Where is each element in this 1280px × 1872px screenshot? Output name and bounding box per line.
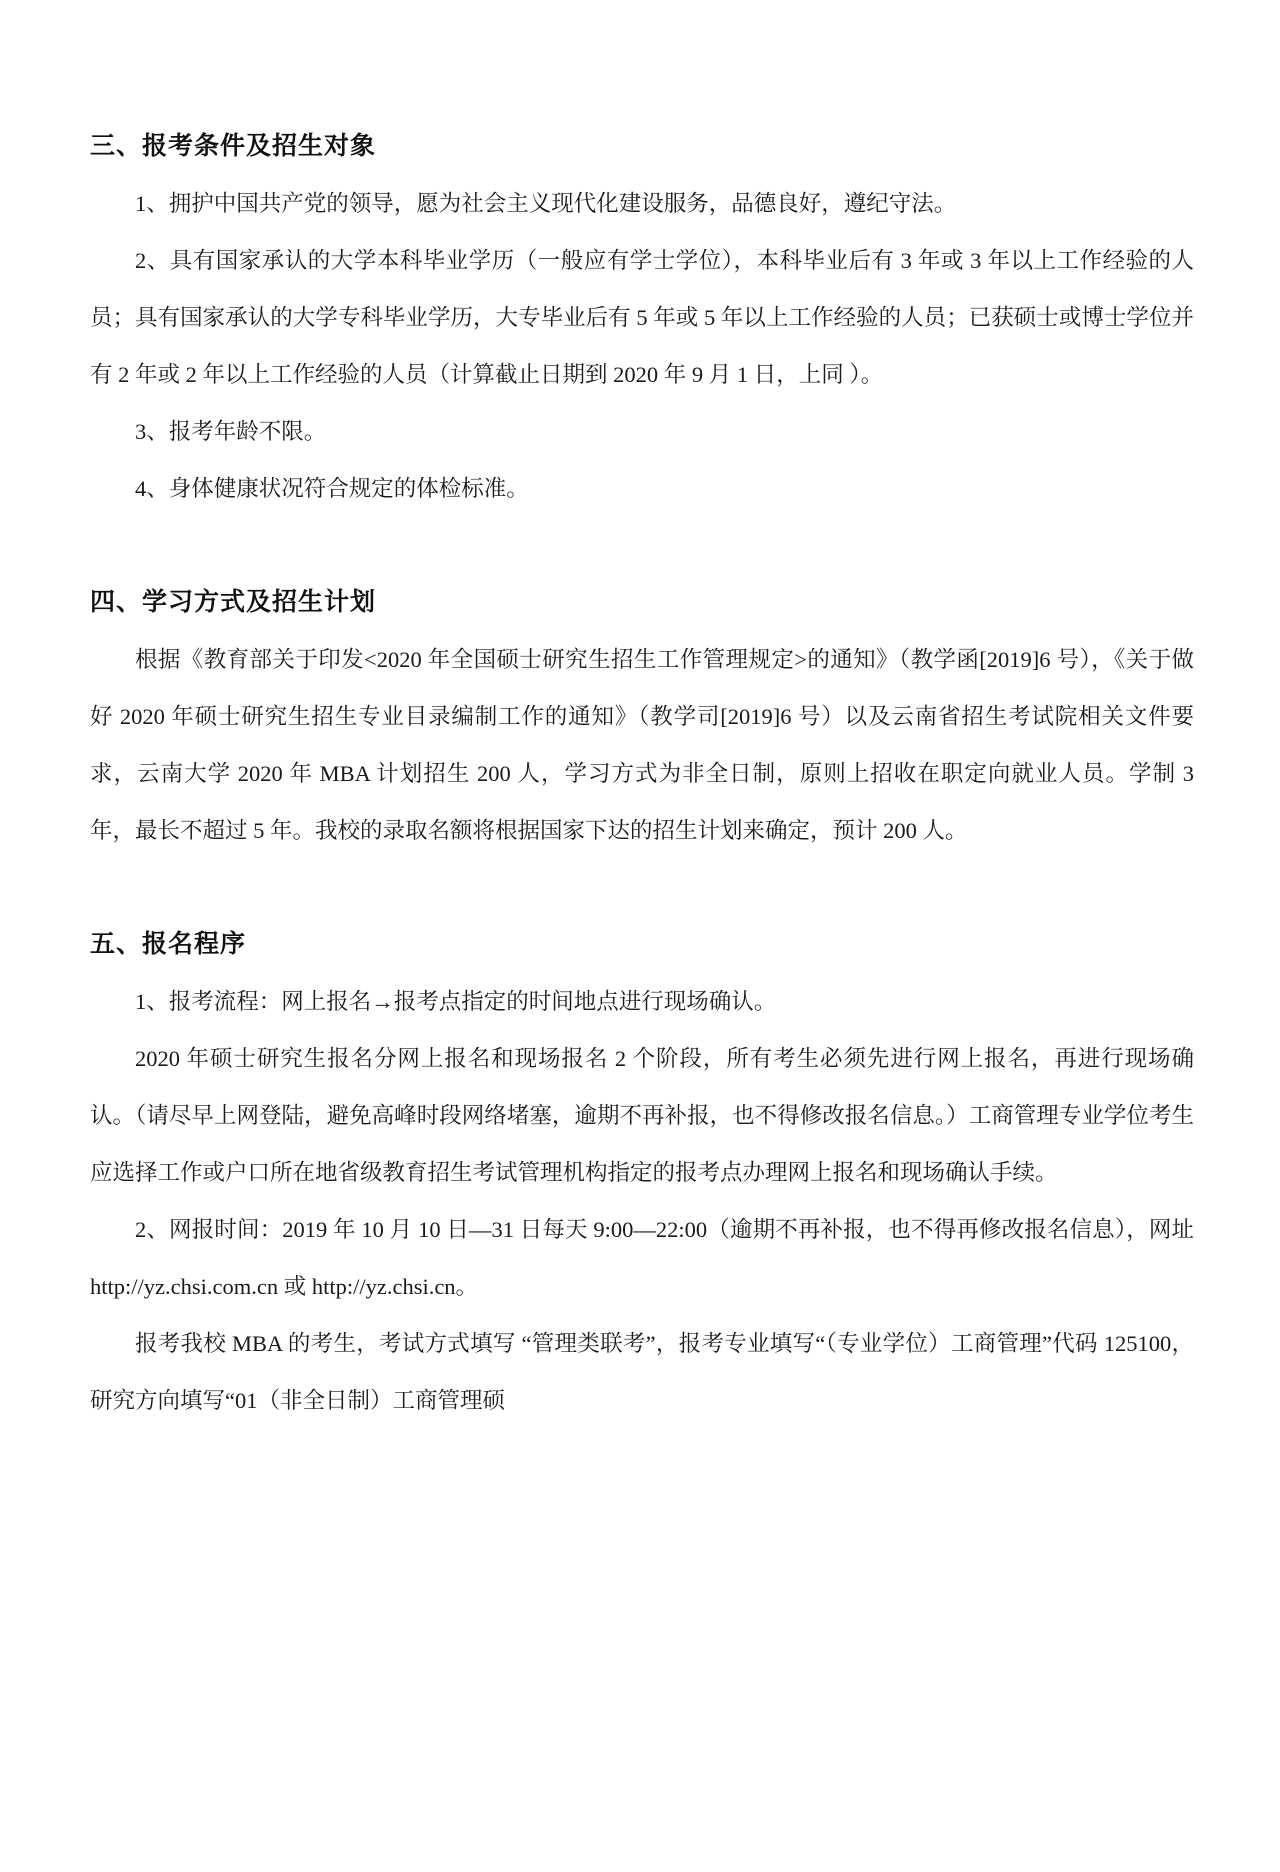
paragraph-registration-stages: 2020 年硕士研究生报名分网上报名和现场报名 2 个阶段，所有考生必须先进行网上报名，再进行现场确认。（请尽早上网登陆，避免高峰时段网络堵塞，逾期不再补报，也不得修改报名信息。）工商管理专业学位考生应选择工作或户口所在地省级教育招生考试管理机构指定的报考点办理网上报名和现场确认手续。 <box>90 1046 1194 1185</box>
section-study-mode-plan <box>90 574 1194 859</box>
section-heading-registration-procedure: 五、报名程序 <box>90 930 247 958</box>
paragraph-exam-method: 报考我校 MBA 的考生，考试方式填写 “管理类联考”，报考专业填写“（专业学位）工商管理”代码 125100，研究方向填写“01（非全日制）工商管理硕 <box>90 1331 1195 1413</box>
section-registration-procedure <box>90 916 1194 1429</box>
paragraph-condition-2: 2、具有国家承认的大学本科毕业学历（一般应有学士学位），本科毕业后有 3 年或 3 年以上工作经验的人员；具有国家承认的大学专科毕业学历，大专毕业后有 5 年或 5 年以上工作经验的人员；已获硕士或博士学位并有 2 年或 2 年以上工作经验的人员（计算截止日期到 2020 年 9 月 1 日，上同 ）。 <box>90 248 1194 387</box>
paragraph-registration-flow: 1、报考流程：网上报名→报考点指定的时间地点进行现场确认。 <box>135 989 777 1014</box>
section-application-conditions <box>90 118 1194 517</box>
paragraph-condition-1: 1、拥护中国共产党的领导，愿为社会主义现代化建设服务，品德良好，遵纪守法。 <box>135 191 957 216</box>
paragraph-online-registration-time: 2、网报时间：2019 年 10 月 10 日—31 日每天 9:00—22:00（逾期不再补报，也不得再修改报名信息），网址 http://yz.chsi.com.cn 或 http://yz.chsi.cn。 <box>90 1217 1194 1299</box>
paragraph-enrollment-plan: 根据《教育部关于印发<2020 年全国硕士研究生招生工作管理规定>的通知》（教学函[2019]6 号），《关于做好 2020 年硕士研究生招生专业目录编制工作的通知》（教学司[2019]6 号）以及云南省招生考试院相关文件要求，云南大学 2020 年 MBA 计划招生 200 人，学习方式为非全日制，原则上招收在职定向就业人员。学制 3 年，最长不超过 5 年。我校的录取名额将根据国家下达的招生计划来确定，预计 200 人。 <box>90 647 1194 843</box>
paragraph-condition-4: 4、身体健康状况符合规定的体检标准。 <box>135 476 529 501</box>
paragraph-condition-3: 3、报考年龄不限。 <box>135 419 327 444</box>
section-heading-application-conditions: 三、报考条件及招生对象 <box>90 132 377 160</box>
section-heading-study-mode-plan: 四、学习方式及招生计划 <box>90 588 377 616</box>
